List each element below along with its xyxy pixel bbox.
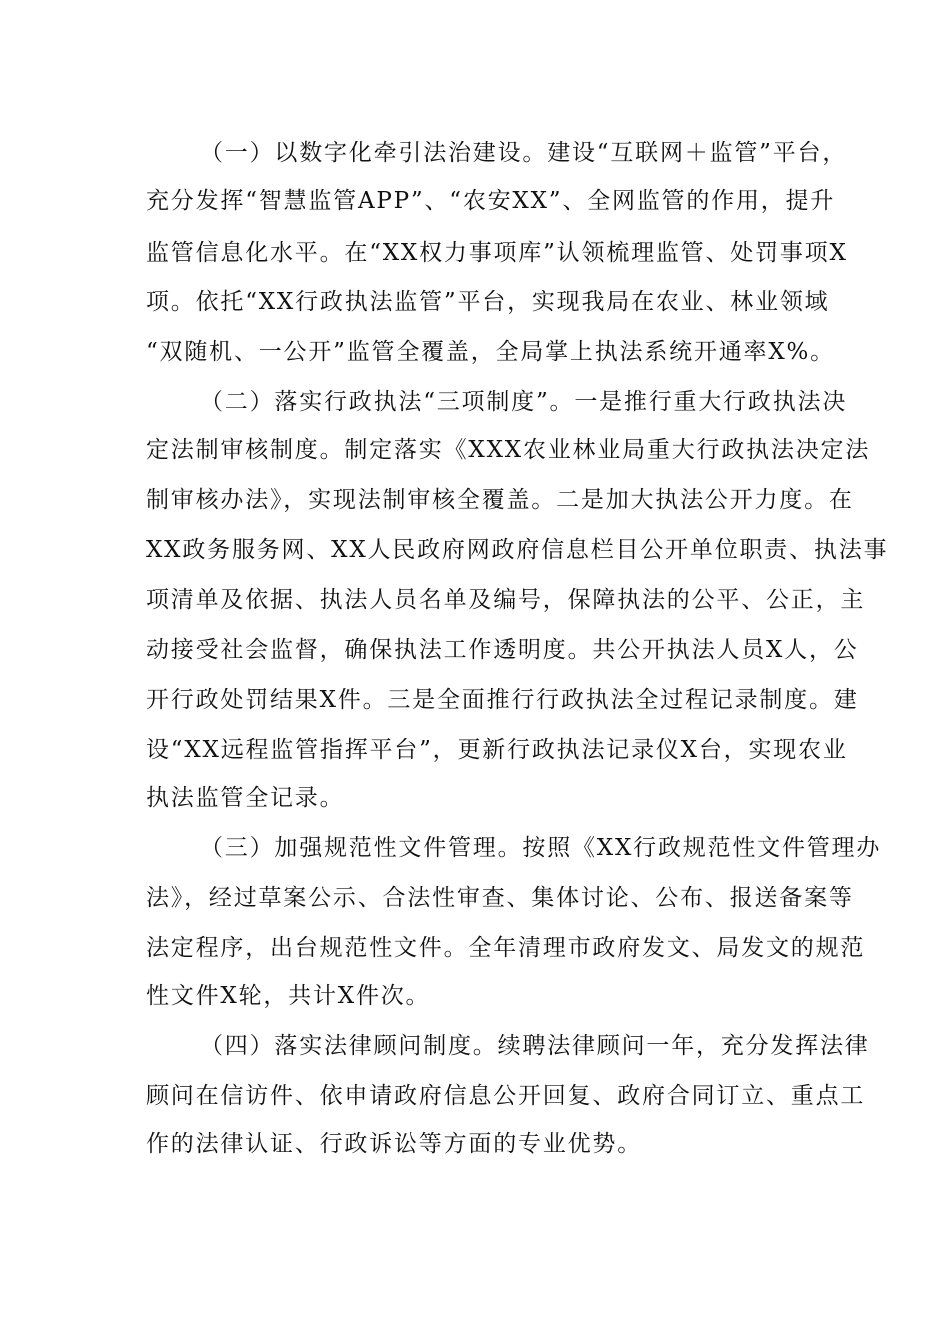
paragraph-3-line-2: 法》，经过草案公示、合法性审查、集体讨论、公布、报送备案等 bbox=[146, 885, 854, 911]
paragraph-2-line-4: XX政务服务网、XX人民政府网政府信息栏目公开单位职责、执法事 bbox=[146, 537, 889, 563]
paragraph-3-line-3: 法定程序，出台规范性文件。全年清理市政府发文、局发文的规范 bbox=[146, 935, 866, 961]
paragraph-1-line-3: 监管信息化水平。在“XX权力事项库”认领梳理监管、处罚事项X bbox=[146, 240, 848, 266]
paragraph-1-line-5: “双随机、一公开”监管全覆盖，全局掌上执法系统开通率X%。 bbox=[146, 339, 835, 365]
paragraph-2-line-7: 开行政处罚结果X件。三是全面推行行政执法全过程记录制度。建 bbox=[146, 687, 859, 713]
paragraph-3-line-4: 性文件X轮，共计X件次。 bbox=[146, 983, 431, 1009]
paragraph-2-line-2: 定法制审核制度。制定落实《XXX农业林业局重大行政执法决定法 bbox=[146, 437, 871, 463]
paragraph-3-line-1: （三）加强规范性文件管理。按照《XX行政规范性文件管理办 bbox=[200, 835, 882, 861]
paragraph-2-line-1: （二）落实行政执法“三项制度”。一是推行重大行政执法决 bbox=[200, 389, 848, 415]
paragraph-1-line-4: 项。依托“XX行政执法监管”平台，实现我局在农业、林业领域 bbox=[146, 289, 830, 315]
paragraph-4-line-1: （四）落实法律顾问制度。续聘法律顾问一年，充分发挥法律 bbox=[200, 1033, 870, 1059]
paragraph-2-line-5: 项清单及依据、执法人员名单及编号，保障执法的公平、公正，主 bbox=[146, 587, 866, 613]
paragraph-1-line-2: 充分发挥“智慧监管APP”、“农安XX”、全网监管的作用，提升 bbox=[146, 188, 836, 214]
paragraph-4-line-2: 顾问在信访件、依申请政府信息公开回复、政府合同订立、重点工 bbox=[146, 1083, 866, 1109]
paragraph-2-line-9: 执法监管全记录。 bbox=[146, 785, 345, 811]
paragraph-2-line-8: 设“XX远程监管指挥平台”，更新行政执法记录仪X台，实现农业 bbox=[146, 737, 848, 763]
paragraph-4-line-3: 作的法律认证、行政诉讼等方面的专业优势。 bbox=[146, 1131, 642, 1157]
paragraph-2-line-6: 动接受社会监督，确保执法工作透明度。共公开执法人员X人，公 bbox=[146, 637, 859, 663]
paragraph-1-line-1: （一）以数字化牵引法治建设。建设“互联网＋监管”平台， bbox=[200, 140, 848, 166]
paragraph-2-line-3: 制审核办法》，实现法制审核全覆盖。二是加大执法公开力度。在 bbox=[146, 487, 854, 513]
